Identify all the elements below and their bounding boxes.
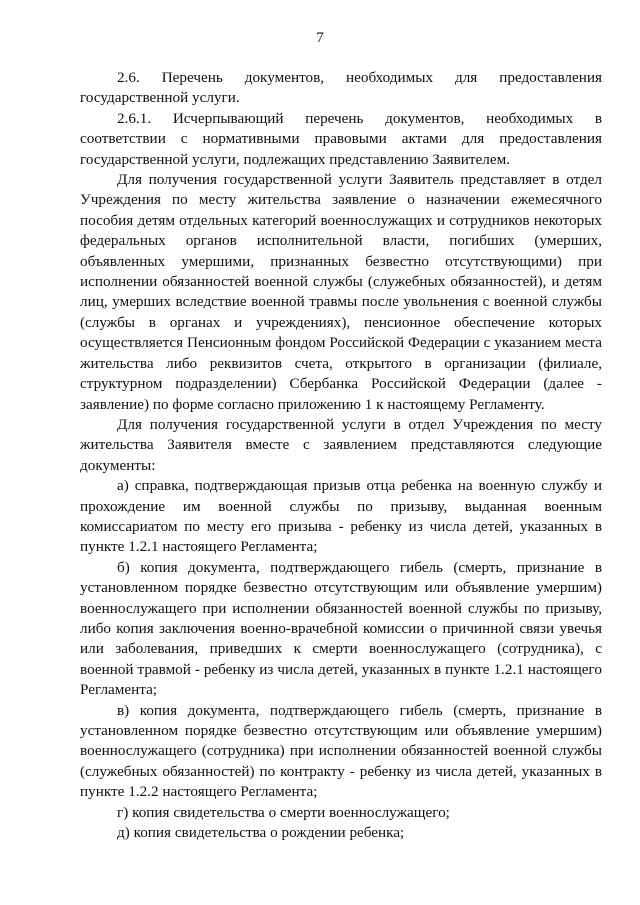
list-item-d: д) копия свидетельства о рождении ребенка;	[117, 824, 405, 842]
list-item-a: а) справка, подтверждающая призыв отца ребенка на военную службу и прохождение им военной службы по призыву, выданная военным комиссариатом по месту его призыва - ребенку из числа детей, указанных в пункте 1.2.1 настоящего Регламента;	[80, 477, 602, 556]
list-item-v: в) копия документа, подтверждающего гибель (смерть, признание в установленном порядке безвестно отсутствующим или объявление умершим) военнослужащего (сотрудника) при исполнении обязанностей военной службы (служебных обязанностей) по контракту - ребенку из числа детей, указанных в пункте 1.2.2 настоящего Регламента;	[80, 701, 602, 801]
document-body	[80, 68, 602, 843]
list-item-b: б) копия документа, подтверждающего гибель (смерть, признание в установленном порядке безвестно отсутствующим или объявление умершим) военнослужащего при исполнении обязанностей военной службы по призыву, либо копия заключения военно-врачебной комиссии о причинной связи увечья или заболевания, приведших к смерти военнослужащего (сотрудника), с военной травмой - ребенку из числа детей, указанных в пункте 1.2.1 настоящего Регламента;	[80, 558, 602, 699]
paragraph-2-6: 2.6. Перечень документов, необходимых для предоставления государственной услуги.	[80, 69, 602, 107]
list-item-g: г) копия свидетельства о смерти военнослужащего;	[117, 803, 450, 821]
paragraph-application: Для получения государственной услуги Заявитель представляет в отдел Учреждения по месту жительства заявление о назначении ежемесячного пособия детям отдельных категорий военнослужащих и сотрудников некоторых федеральных органов исполнительной власти, погибших (умерших, объявленных умершими, признанных безвестно отсутствующими) при исполнении обязанностей военной службы (служебных обязанностей), и детям лиц, умерших вследствие военной травмы после увольнения с военной службы (службы в органах и учреждениях), пенсионное обеспечение которых осуществляется Пенсионным фондом Российской Федерации с указанием места жительства либо реквизитов счета, открытого в организации (филиале, структурном подразделении) Сбербанка Российской Федерации (далее - заявление) по форме согласно приложению 1 к настоящему Регламенту.	[80, 171, 602, 413]
paragraph-2-6-1: 2.6.1. Исчерпывающий перечень документов, необходимых в соответствии с нормативными правовыми актами для предоставления государственной услуги, подлежащих представлению Заявителем.	[80, 109, 602, 168]
paragraph-documents-intro: Для получения государственной услуги в отдел Учреждения по месту жительства Заявителя вместе с заявлением представляются следующие документы:	[80, 415, 602, 474]
page-number: 7	[316, 30, 324, 46]
